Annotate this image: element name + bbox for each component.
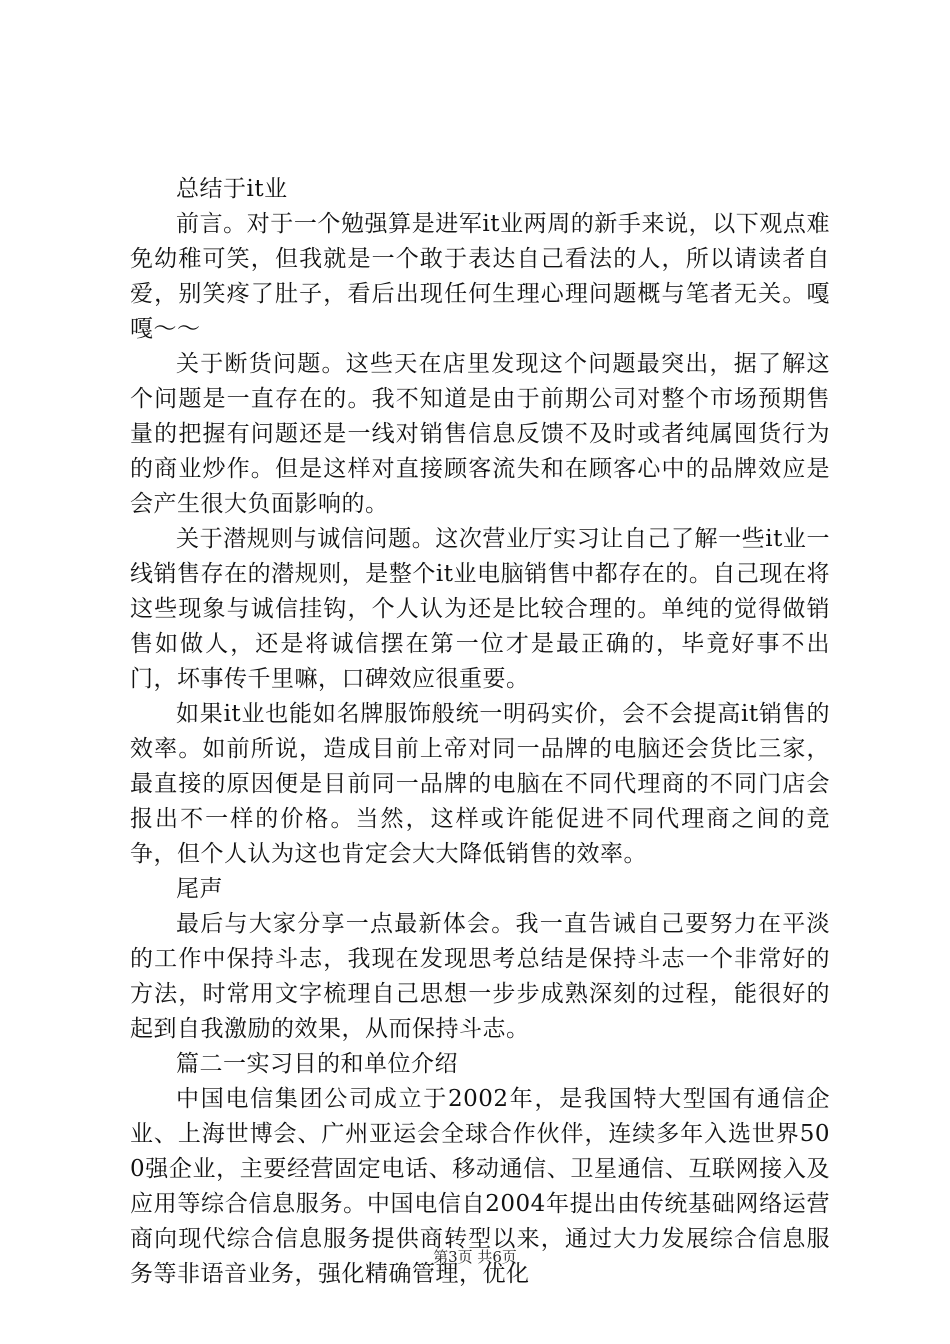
paragraph-company-intro: 中国电信集团公司成立于2002年，是我国特大型国有通信企业、上海世博会、广州亚运会全球合作伙伴，连续多年入选世界500强企业，主要经营固定电话、移动通信、卫星通信、互联网接入及应用等综合信息服务。中国电信自2004年提出由传统基础网络运营商向现代综合信息服务提供商转型以来，通过大力发展综合信息服务等非语音业务，强化精确管理，优化 <box>130 1086 830 1287</box>
section-title: 总结于it业 <box>176 176 288 202</box>
page-number-footer: 第3页 共6页 <box>433 1248 517 1266</box>
paragraph-pricing: 如果it业也能如名牌服饰般统一明码实价，会不会提高it销售的效率。如前所说，造成目前上帝对同一品牌的电脑还会货比三家，最直接的原因便是目前同一品牌的电脑在不同代理商的不同门店会报出不一样的价格。当然，这样或许能促进不同代理商之间的竞争，但个人认为这也肯定会大大降低销售的效率。 <box>130 701 830 867</box>
paragraph-stockout: 关于断货问题。这些天在店里发现这个问题最突出，据了解这个问题是一直存在的。我不知道是由于前期公司对整个市场预期售量的把握有问题还是一线对销售信息反馈不及时或者纯属囤货行为的商业炒作。但是这样对直接顾客流失和在顾客心中的品牌效应是会产生很大负面影响的。 <box>130 351 830 517</box>
paragraph-preface: 前言。对于一个勉强算是进军it业两周的新手来说，以下观点难免幼稚可笑，但我就是一个敢于表达自己看法的人，所以请读者自爱，别笑疼了肚子，看后出现任何生理心理问题概与笔者无关。嘎嘎～～ <box>130 211 830 342</box>
section-part-two-heading: 篇二一实习目的和单位介绍 <box>176 1051 458 1077</box>
paragraph-epilogue: 最后与大家分享一点最新体会。我一直告诫自己要努力在平淡的工作中保持斗志，我现在发现思考总结是保持斗志一个非常好的方法，时常用文字梳理自己思想一步步成熟深刻的过程，能很好的起到自我激励的效果，从而保持斗志。 <box>130 911 830 1042</box>
paragraph-integrity: 关于潜规则与诚信问题。这次营业厅实习让自己了解一些it业一线销售存在的潜规则，是整个it业电脑销售中都存在的。自己现在将这些现象与诚信挂钩，个人认为还是比较合理的。单纯的觉得做销售如做人，还是将诚信摆在第一位才是最正确的，毕竟好事不出门，坏事传千里嘛，口碑效应很重要。 <box>130 526 830 692</box>
document-body <box>130 172 830 1292</box>
section-epilogue-heading: 尾声 <box>176 876 223 902</box>
